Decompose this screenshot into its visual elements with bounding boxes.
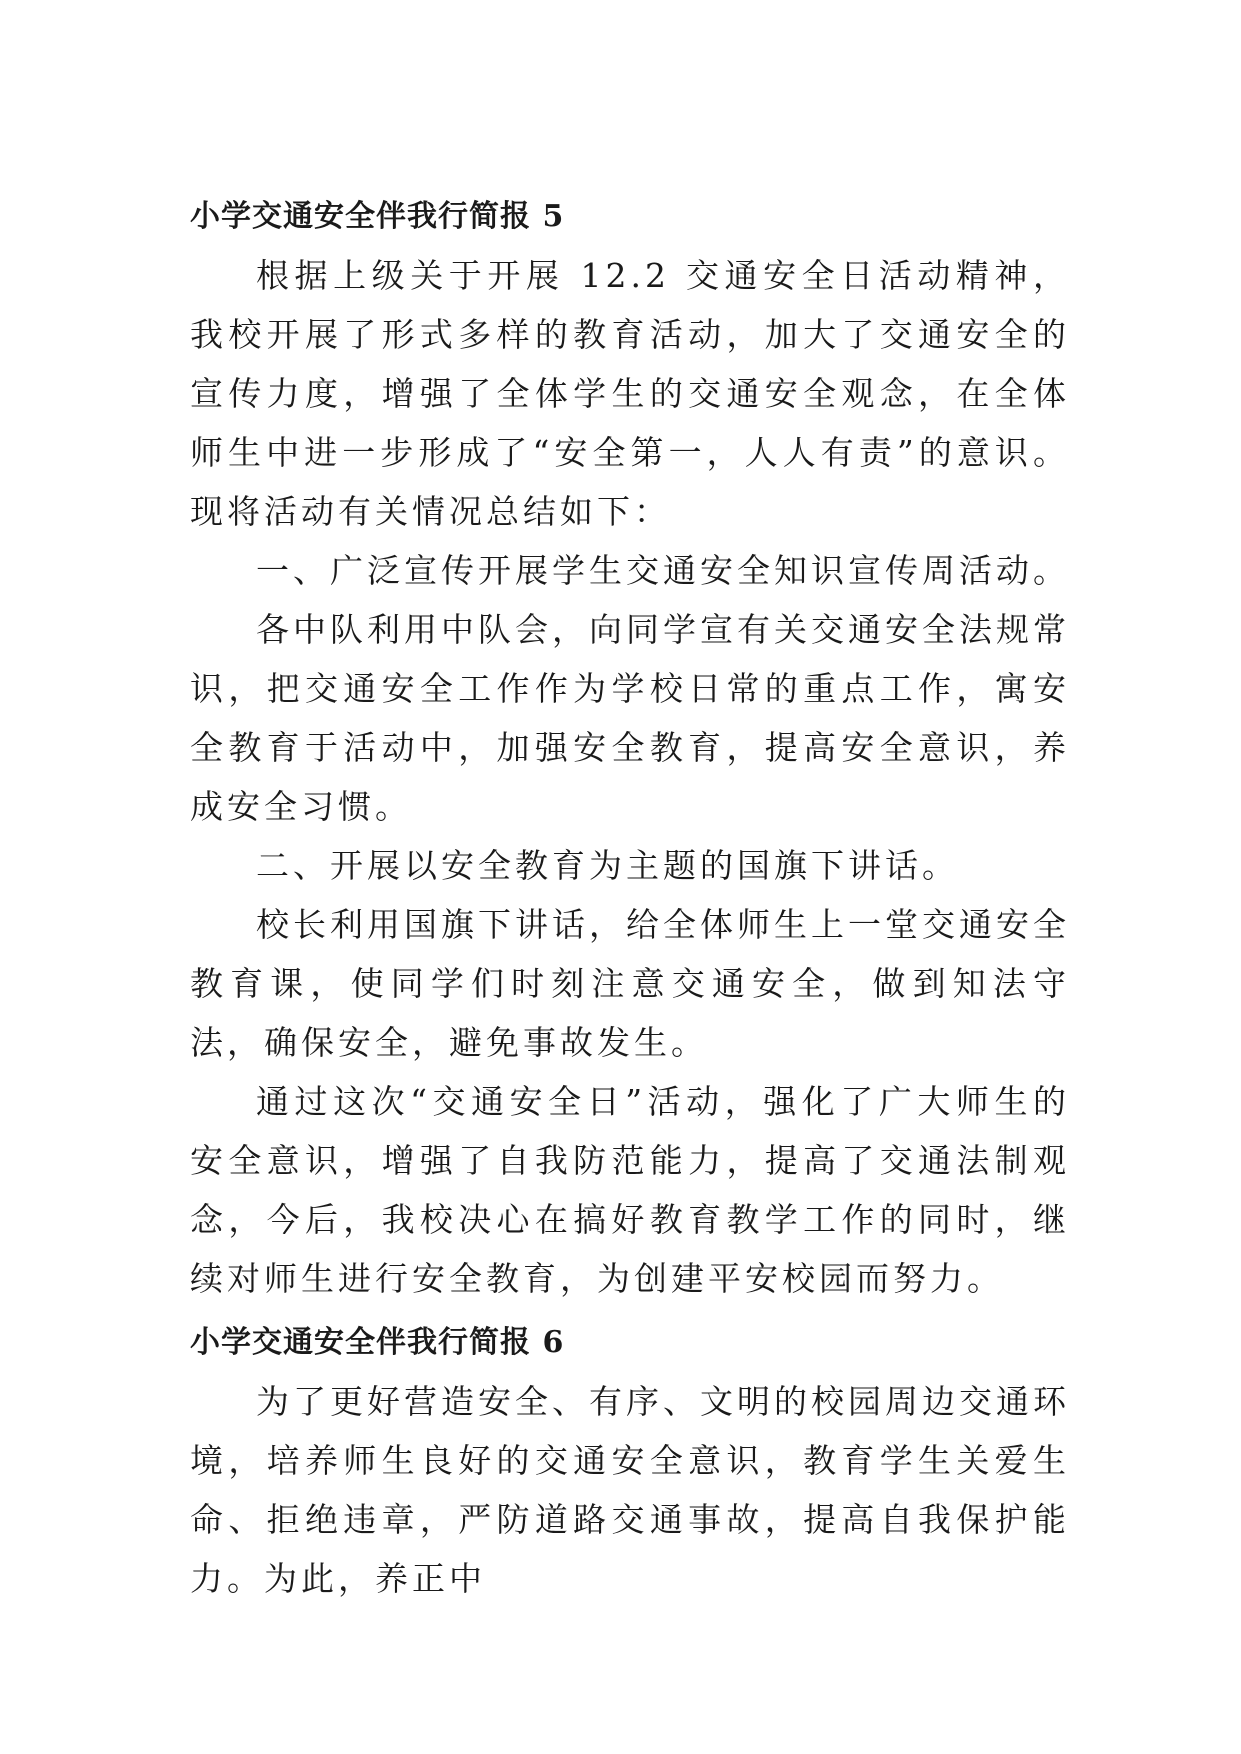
paragraph-intro: 为了更好营造安全、有序、文明的校园周边交通环境，培养师生良好的交通安全意识，教育学生关爱生命、拒绝违章，严防道路交通事故，提高自我保护能力。为此，养正中 [190,1382,1070,1598]
paragraph-intro: 根据上级关于开展 12.2 交通安全日活动精神，我校开展了形式多样的教育活动，加大了交通安全的宣传力度，增强了全体学生的交通安全观念，在全体师生中进一步形成了“安全第一，人人有责”的意识。现将活动有关情况总结如下： [190,256,1070,531]
report-section-5 [190,188,1070,1308]
paragraph-heading-2: 二、开展以安全教育为主题的国旗下讲话。 [256,846,959,885]
paragraph-heading-1: 一、广泛宣传开展学生交通安全知识宣传周活动。 [256,551,1070,590]
paragraph-conclusion: 通过这次“交通安全日”活动，强化了广大师生的安全意识，增强了自我防范能力，提高了交通法制观念，今后，我校决心在搞好教育教学工作的同时，继续对师生进行安全教育，为创建平安校园而努力。 [190,1082,1070,1298]
report-section-6 [190,1314,1070,1608]
paragraph-body-1: 各中队利用中队会，向同学宣有关交通安全法规常识，把交通安全工作作为学校日常的重点工作，寓安全教育于活动中，加强安全教育，提高安全意识，养成安全习惯。 [190,610,1070,826]
paragraph-body-2: 校长利用国旗下讲话，给全体师生上一堂交通安全教育课，使同学们时刻注意交通安全，做到知法守法，确保安全，避免事故发生。 [190,905,1070,1062]
section-title: 小学交通安全伴我行简报 6 [190,1325,565,1360]
section-title: 小学交通安全伴我行简报 5 [190,199,565,234]
